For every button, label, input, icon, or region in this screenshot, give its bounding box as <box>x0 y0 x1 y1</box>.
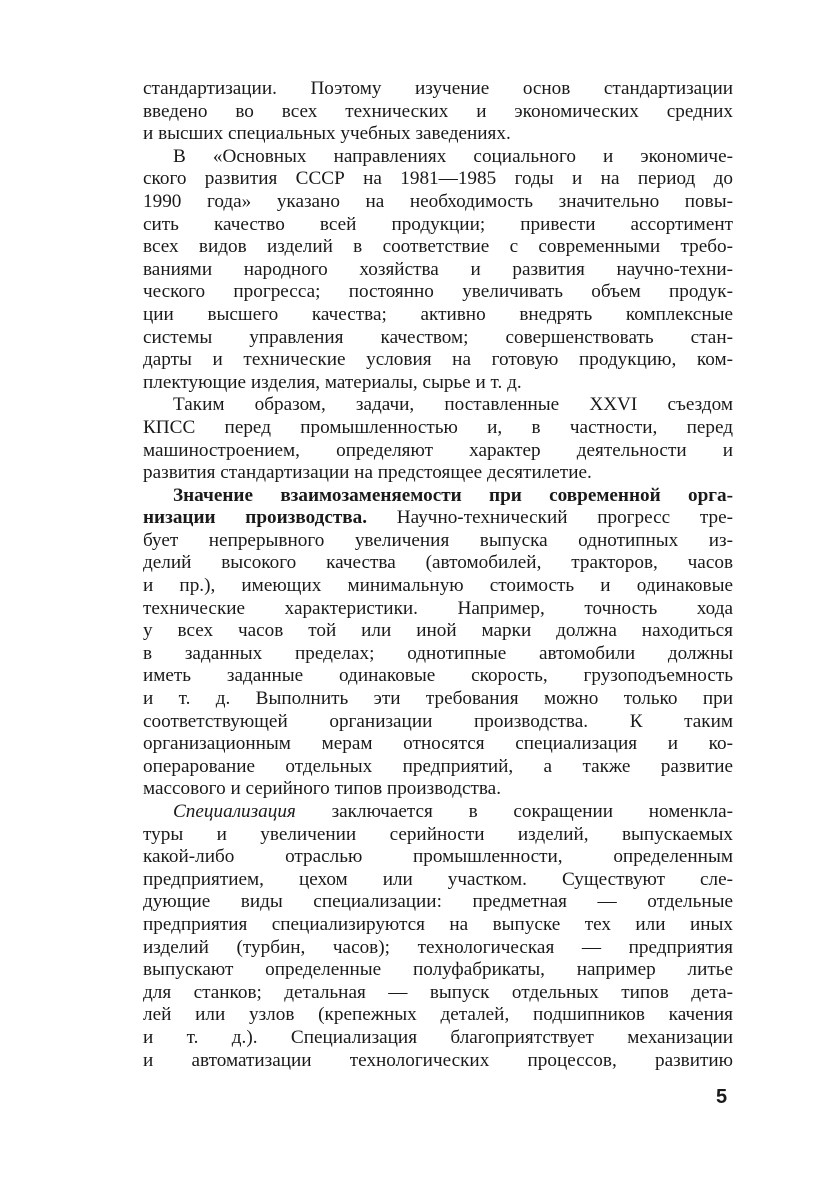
section-heading-cont: низации производства. <box>143 507 368 529</box>
text-line: Таким образом, задачи, поставленные XXVI съездом <box>173 394 733 416</box>
text-line: какой-либо отраслью промышленности, определенным <box>143 846 733 868</box>
text-line: соответствующей организации производства. К таким <box>143 710 733 732</box>
text-line: для станков; детальная — выпуск отдельных типов дета- <box>143 981 733 1003</box>
text-line: В «Основных направлениях социального и экономиче- <box>173 145 733 167</box>
text-line: всех видов изделий в соответствие с современными требо- <box>143 236 733 258</box>
text-line: 1990 года» указано на необходимость значительно повы- <box>143 190 733 212</box>
text-line: у всех часов той или иной марки должна находиться <box>143 620 733 642</box>
text-line: ческого прогресса; постоянно увеличивать объем продук- <box>143 281 733 303</box>
text-line <box>143 507 733 530</box>
text-line: ского развития СССР на 1981—1985 годы и на период до <box>143 168 733 190</box>
text-line: туры и увеличении серийности изделий, выпускаемых <box>143 823 733 845</box>
text-line: бует непрерывного увеличения выпуска однотипных из- <box>143 529 733 551</box>
text-line: операрование отдельных предприятий, а также развитие <box>143 755 733 777</box>
paragraph-4 <box>143 485 733 801</box>
text-line: ваниями народного хозяйства и развития научно-техни- <box>143 258 733 280</box>
text-line: лей или узлов (крепежных деталей, подшипников качения <box>143 1004 733 1026</box>
text-line: и автоматизации технологических процессов, развитию <box>143 1049 733 1071</box>
text-fragment: Научно-технический прогресс тре- <box>396 507 733 529</box>
text-line: дарты и технические условия на готовую продукцию, ком- <box>143 349 733 371</box>
text-line: плектующие изделия, материалы, сырье и т. д. <box>143 371 522 393</box>
text-line: сить качество всей продукции; привести ассортимент <box>143 213 733 235</box>
text-line: системы управления качеством; совершенствовать стан- <box>143 326 733 348</box>
text-line: в заданных пределах; однотипные автомобили должны <box>143 642 733 664</box>
paragraph-2 <box>143 146 733 395</box>
text-line: машиностроением, определяют характер деятельности и <box>143 439 733 461</box>
paragraph-3 <box>143 394 733 484</box>
text-line: и т. д. Выполнить эти требования можно только при <box>143 688 733 710</box>
text-line: и пр.), имеющих минимальную стоимость и одинаковые <box>143 575 733 597</box>
text-line: развития стандартизации на предстоящее десятилетие. <box>143 462 592 484</box>
body-text <box>143 78 733 1072</box>
text-line: КПСС перед промышленностью и, в частности, перед <box>143 416 733 438</box>
text-line: предприятием, цехом или участком. Существуют сле- <box>143 868 733 890</box>
text-line <box>143 801 733 824</box>
text-line: предприятия специализируются на выпуске тех или иных <box>143 913 733 935</box>
text-line: организационным мерам относятся специализация и ко- <box>143 733 733 755</box>
text-line: стандартизации. Поэтому изучение основ стандартизации <box>143 78 733 99</box>
paragraph-1 <box>143 78 733 146</box>
text-line: изделий (турбин, часов); технологическая — предприятия <box>143 936 733 958</box>
term-specialization: Специализация <box>173 801 296 822</box>
text-line: делий высокого качества (автомобилей, тракторов, часов <box>143 552 733 574</box>
text-fragment: заключается в сокращении номенкла- <box>295 801 733 822</box>
text-line: ции высшего качества; активно внедрять комплексные <box>143 303 733 325</box>
paragraph-5 <box>143 801 733 1072</box>
text-line: технические характеристики. Например, точность хода <box>143 597 733 619</box>
section-heading: Значение взаимозаменяемости при современной орга- <box>173 484 733 506</box>
text-line: и т. д.). Специализация благоприятствует механизации <box>143 1026 733 1048</box>
text-line: иметь заданные одинаковые скорость, грузоподъемность <box>143 665 733 687</box>
text-line: выпускают определенные полуфабрикаты, например литье <box>143 959 733 981</box>
text-line: дующие виды специализации: предметная — отдельные <box>143 891 733 913</box>
text-line: введено во всех технических и экономических средних <box>143 100 733 122</box>
page-number: 5 <box>716 1086 728 1108</box>
text-line: массового и серийного типов производства. <box>143 778 501 800</box>
text-line: и высших специальных учебных заведениях. <box>143 123 511 145</box>
